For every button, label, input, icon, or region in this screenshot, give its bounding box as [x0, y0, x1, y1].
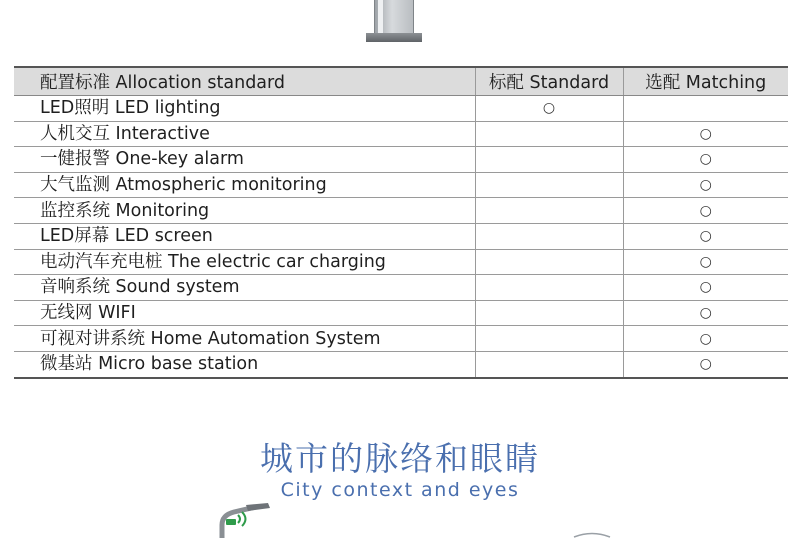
table-row [14, 249, 788, 275]
row-standard-mark: ○ [475, 96, 623, 122]
row-standard-mark [475, 326, 623, 352]
row-matching-mark: ○ [623, 147, 788, 173]
row-standard-mark [475, 300, 623, 326]
row-standard-mark [475, 121, 623, 147]
row-item-name: 人机交互 Interactive [14, 121, 475, 147]
table-row [14, 351, 788, 377]
row-matching-mark: ○ [623, 172, 788, 198]
table-row [14, 223, 788, 249]
row-matching-mark: ○ [623, 275, 788, 301]
row-matching-mark: ○ [623, 223, 788, 249]
row-item-name: 一健报警 One-key alarm [14, 147, 475, 173]
table-row [14, 172, 788, 198]
row-item-name: 电动汽车充电桩 The electric car charging [14, 249, 475, 275]
table-row [14, 147, 788, 173]
table-row [14, 275, 788, 301]
row-matching-mark: ○ [623, 351, 788, 377]
row-item-name: 音响系统 Sound system [14, 275, 475, 301]
row-standard-mark [475, 275, 623, 301]
row-matching-mark: ○ [623, 326, 788, 352]
row-standard-mark [475, 172, 623, 198]
section-title: 城市的脉络和眼睛 [260, 439, 540, 478]
row-standard-mark [475, 223, 623, 249]
table-row [14, 121, 788, 147]
street-lamp-icon [212, 503, 274, 538]
row-matching-mark [623, 96, 788, 122]
row-item-name: 无线网 WIFI [14, 300, 475, 326]
row-standard-mark [475, 147, 623, 173]
row-item-name: LED屏幕 LED screen [14, 223, 475, 249]
row-standard-mark [475, 351, 623, 377]
pole-base-graphic [366, 0, 422, 46]
table-row [14, 198, 788, 224]
table-header-row [14, 67, 788, 96]
header-standard: 标配 Standard [475, 67, 623, 96]
row-item-name: 微基站 Micro base station [14, 351, 475, 377]
row-standard-mark [475, 249, 623, 275]
row-item-name: 大气监测 Atmospheric monitoring [14, 172, 475, 198]
allocation-table [14, 66, 788, 379]
header-allocation-standard: 配置标准 Allocation standard [14, 67, 475, 96]
table-row [14, 300, 788, 326]
row-item-name: 可视对讲系统 Home Automation System [14, 326, 475, 352]
row-matching-mark: ○ [623, 249, 788, 275]
section-subtitle: City context and eyes [280, 479, 520, 501]
header-matching: 选配 Matching [623, 67, 788, 96]
row-matching-mark: ○ [623, 300, 788, 326]
table-row [14, 326, 788, 352]
row-item-name: 监控系统 Monitoring [14, 198, 475, 224]
row-standard-mark [475, 198, 623, 224]
decorative-arc [572, 528, 612, 538]
row-matching-mark: ○ [623, 121, 788, 147]
table-row [14, 96, 788, 122]
row-item-name: LED照明 LED lighting [14, 96, 475, 122]
row-matching-mark: ○ [623, 198, 788, 224]
